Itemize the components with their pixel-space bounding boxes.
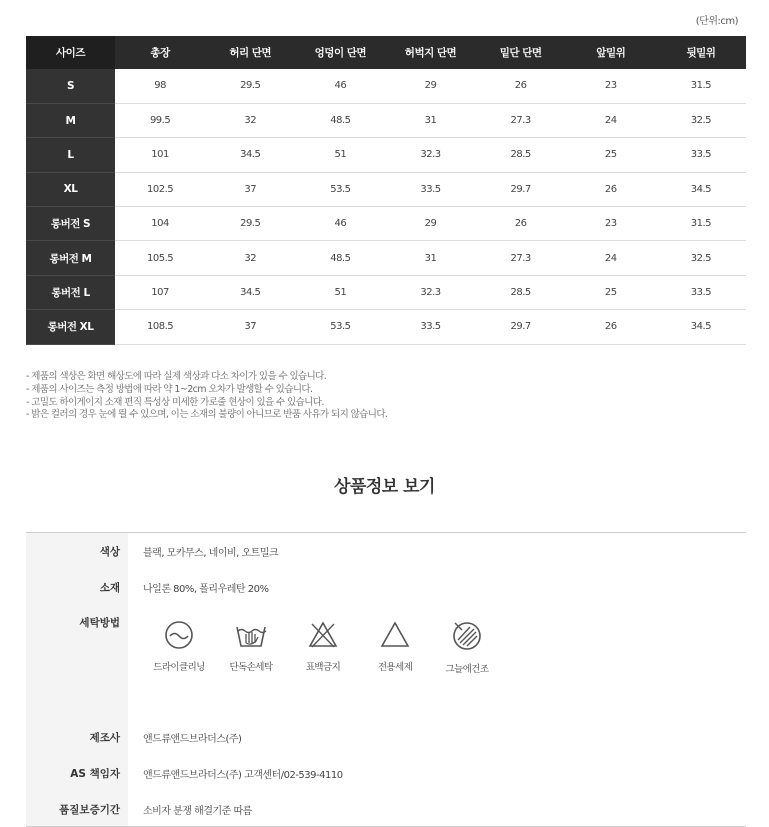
material-value: 나일론 80%, 폴리우레탄 20% (143, 584, 269, 595)
table-row (26, 103, 746, 137)
manufacturer-label: 제조사 (26, 718, 128, 754)
wash-item-hand-wash (215, 619, 287, 675)
measurement-cell: 32.5 (656, 241, 746, 275)
measurement-cell: 33.5 (656, 138, 746, 172)
size-cell: 롱버전 S (26, 207, 115, 241)
table-row (26, 241, 746, 275)
color-value: 블랙, 모카무스, 네이비, 오트밀크 (143, 548, 279, 559)
measurement-cell: 48.5 (295, 103, 385, 137)
header-hem: 밑단 단면 (476, 36, 566, 69)
measurement-cell: 23 (566, 69, 656, 103)
wash-label: 전용세제 (377, 662, 413, 673)
dry-clean-icon (163, 619, 195, 651)
header-front-rise: 앞밑위 (566, 36, 656, 69)
measurement-cell: 33.5 (656, 275, 746, 309)
measurement-cell: 48.5 (295, 241, 385, 275)
size-cell: 롱버전 L (26, 275, 115, 309)
size-table (26, 36, 746, 345)
material-label: 소재 (26, 569, 128, 605)
warranty-value: 소비자 분쟁 해결기준 따름 (143, 806, 252, 817)
size-cell: S (26, 69, 115, 103)
measurement-cell: 25 (566, 138, 656, 172)
measurement-cell: 37 (205, 172, 295, 206)
note-item: - 밝은 컬러의 경우 눈에 띌 수 있으며, 이는 소재의 불량이 아니므로 반품 사유가 되지 않습니다. (26, 409, 388, 421)
info-row-material (26, 569, 746, 605)
measurement-cell: 101 (115, 138, 205, 172)
measurement-cell: 29.7 (476, 310, 566, 344)
table-row (26, 275, 746, 309)
size-cell: XL (26, 172, 115, 206)
measurement-cell: 51 (295, 138, 385, 172)
measurement-cell: 32 (205, 241, 295, 275)
measurement-cell: 104 (115, 207, 205, 241)
measurement-cell: 26 (566, 172, 656, 206)
shade-dry-icon (450, 619, 484, 653)
wash-item-no-bleach (287, 619, 359, 675)
hand-wash-icon (234, 619, 268, 651)
table-row (26, 138, 746, 172)
measurement-cell: 29.5 (205, 69, 295, 103)
measurement-cell: 29.5 (205, 207, 295, 241)
measurement-cell: 34.5 (205, 138, 295, 172)
header-waist: 허리 단면 (205, 36, 295, 69)
size-table-header (26, 36, 746, 69)
measurement-cell: 24 (566, 103, 656, 137)
measurement-cell: 28.5 (476, 275, 566, 309)
measurement-cell: 31.5 (656, 207, 746, 241)
measurement-cell: 51 (295, 275, 385, 309)
measurement-cell: 53.5 (295, 310, 385, 344)
measurement-cell: 31 (385, 103, 475, 137)
measurement-cell: 105.5 (115, 241, 205, 275)
size-cell: M (26, 103, 115, 137)
unit-label: (단위:cm) (695, 16, 738, 27)
measurement-cell: 24 (566, 241, 656, 275)
product-info-table (26, 532, 746, 827)
table-row (26, 69, 746, 103)
measurement-cell: 37 (205, 310, 295, 344)
info-row-color (26, 533, 746, 569)
measurement-cell: 31.5 (656, 69, 746, 103)
as-label: AS 책임자 (26, 754, 128, 790)
measurement-cell: 26 (476, 69, 566, 103)
warranty-label: 품질보증기간 (26, 790, 128, 826)
measurement-cell: 34.5 (656, 310, 746, 344)
header-thigh: 허벅지 단면 (385, 36, 475, 69)
measurement-cell: 33.5 (385, 172, 475, 206)
note-item: - 고밀도 하이게이지 소재 편직 특성상 미세한 가로줄 현상이 있을 수 있습니다. (26, 396, 324, 408)
notes (26, 371, 387, 422)
color-label: 색상 (26, 533, 128, 569)
washing-icons (128, 605, 746, 708)
header-hip: 엉덩이 단면 (295, 36, 385, 69)
measurement-cell: 98 (115, 69, 205, 103)
measurement-cell: 25 (566, 275, 656, 309)
measurement-cell: 28.5 (476, 138, 566, 172)
size-cell: 롱버전 M (26, 241, 115, 275)
product-info-title: 상품정보 보기 (334, 477, 435, 497)
info-row-washing (26, 605, 746, 708)
note-item: - 제품의 색상은 화면 해상도에 따라 실제 색상과 다소 차이가 있을 수 있습니다. (26, 371, 327, 382)
measurement-cell: 33.5 (385, 310, 475, 344)
measurement-cell: 29.7 (476, 172, 566, 206)
table-row (26, 310, 746, 344)
info-row-warranty (26, 790, 746, 826)
measurement-cell: 26 (566, 310, 656, 344)
measurement-cell: 23 (566, 207, 656, 241)
measurement-cell: 31 (385, 241, 475, 275)
wash-item-shade-dry (431, 619, 503, 675)
wash-label: 그늘에건조 (445, 664, 489, 675)
as-value: 앤드류앤드브라더스(주) 고객센터/02-539-4110 (143, 770, 343, 781)
wash-item-detergent (359, 619, 431, 675)
header-back-rise: 뒷밑위 (656, 36, 746, 69)
wash-label: 표백금지 (305, 662, 341, 673)
measurement-cell: 29 (385, 69, 475, 103)
measurement-cell: 27.3 (476, 241, 566, 275)
measurement-cell: 32.5 (656, 103, 746, 137)
manufacturer-value: 앤드류앤드브라더스(주) (143, 734, 242, 745)
size-cell: 롱버전 XL (26, 310, 115, 344)
table-row (26, 172, 746, 206)
measurement-cell: 32 (205, 103, 295, 137)
measurement-cell: 46 (295, 69, 385, 103)
measurement-cell: 53.5 (295, 172, 385, 206)
wash-label: 드라이클리닝 (153, 662, 205, 673)
info-row-as (26, 754, 746, 790)
measurement-cell: 26 (476, 207, 566, 241)
measurement-cell: 34.5 (656, 172, 746, 206)
measurement-cell: 99.5 (115, 103, 205, 137)
header-total-length: 총장 (115, 36, 205, 69)
measurement-cell: 27.3 (476, 103, 566, 137)
measurement-cell: 102.5 (115, 172, 205, 206)
info-row-spacer (26, 708, 746, 718)
neutral-detergent-icon (379, 619, 411, 651)
measurement-cell: 108.5 (115, 310, 205, 344)
header-size: 사이즈 (26, 36, 115, 69)
no-bleach-icon (307, 619, 339, 651)
note-item: - 제품의 사이즈는 측정 방법에 따라 약 1~2cm 오차가 발생할 수 있습니다. (26, 383, 313, 395)
wash-item-dry-clean (143, 619, 215, 675)
measurement-cell: 32.3 (385, 138, 475, 172)
info-row-manufacturer (26, 718, 746, 754)
measurement-cell: 29 (385, 207, 475, 241)
measurement-cell: 34.5 (205, 275, 295, 309)
measurement-cell: 46 (295, 207, 385, 241)
measurement-cell: 32.3 (385, 275, 475, 309)
size-cell: L (26, 138, 115, 172)
table-row (26, 207, 746, 241)
measurement-cell: 107 (115, 275, 205, 309)
washing-label: 세탁방법 (26, 605, 128, 708)
wash-label: 단독손세탁 (229, 662, 273, 673)
